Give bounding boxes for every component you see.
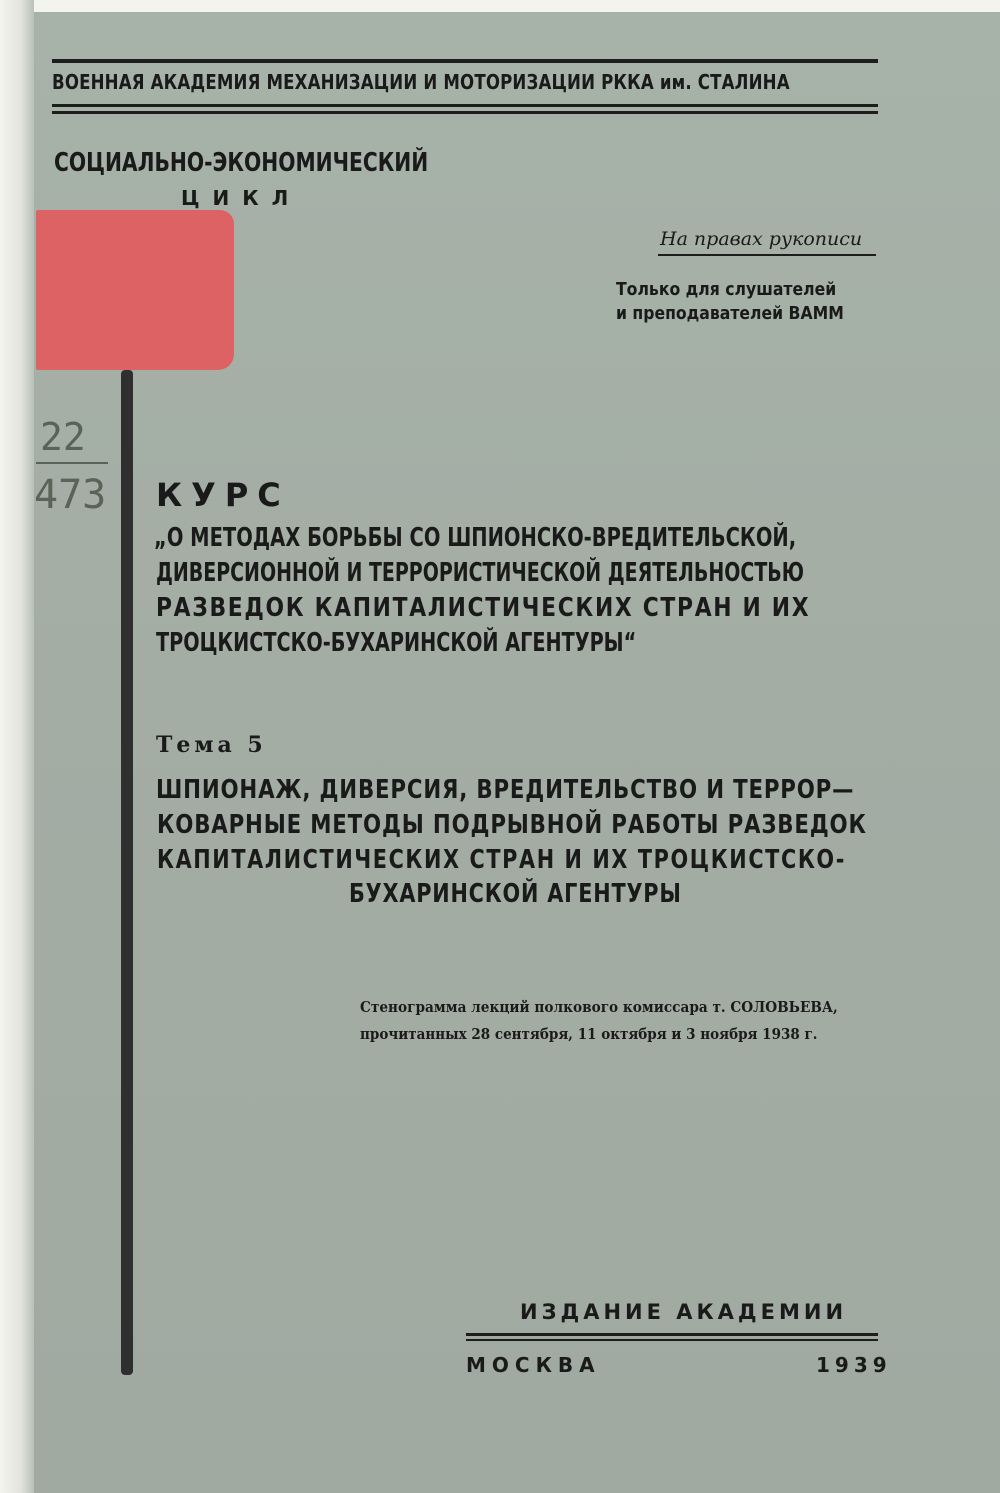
topic-title-line-1: ШПИОНАЖ, ДИВЕРСИЯ, ВРЕДИТЕЛЬСТВО И ТЕРРОР— bbox=[156, 775, 855, 805]
header-rule-mid bbox=[52, 104, 878, 107]
library-label-sticker bbox=[36, 210, 234, 370]
restriction-line-2: и преподавателей ВАММ bbox=[616, 303, 844, 324]
header-rule-bottom bbox=[52, 111, 878, 114]
cycle-subtitle: ЦИКЛ bbox=[181, 186, 302, 210]
restriction-line-1: Только для слушателей bbox=[616, 279, 837, 300]
publisher-imprint: ИЗДАНИЕ АКАДЕМИИ bbox=[520, 1300, 848, 1324]
cycle-title: СОЦИАЛЬНО-ЭКОНОМИЧЕСКИЙ bbox=[54, 148, 429, 178]
topic-title-line-3: КАПИТАЛИСТИЧЕСКИХ СТРАН И ИХ ТРОЦКИСТСКО- bbox=[157, 845, 846, 875]
handwritten-divider bbox=[36, 462, 108, 464]
academy-header: ВОЕННАЯ АКАДЕМИЯ МЕХАНИЗАЦИИ И МОТОРИЗАЦИИ РККА им. СТАЛИНА bbox=[52, 70, 790, 94]
manuscript-underline bbox=[658, 254, 876, 256]
year: 1939 bbox=[816, 1353, 892, 1377]
handwritten-shelfmark-bottom: 473 bbox=[34, 472, 107, 518]
page-edge bbox=[0, 0, 34, 1493]
city: МОСКВА bbox=[466, 1353, 601, 1377]
course-title-line-2: ДИВЕРСИОННОЙ И ТЕРРОРИСТИЧЕСКОЙ ДЕЯТЕЛЬНОСТЬЮ bbox=[156, 558, 805, 588]
topic-title-line-2: КОВАРНЫЕ МЕТОДЫ ПОДРЫВНОЙ РАБОТЫ РАЗВЕДОК bbox=[157, 810, 867, 840]
handwritten-shelfmark-top: 22 bbox=[40, 415, 86, 459]
binding-bar bbox=[121, 370, 133, 1375]
course-title-line-4: ТРОЦКИСТСКО-БУХАРИНСКОЙ АГЕНТУРЫ“ bbox=[156, 628, 637, 658]
stenogram-line-1: Стенограмма лекций полкового комиссара т. СОЛОВЬЕВА, bbox=[360, 998, 838, 1016]
imprint-rule-bottom bbox=[466, 1339, 878, 1341]
course-title-line-3: РАЗВЕДОК КАПИТАЛИСТИЧЕСКИХ СТРАН И ИХ bbox=[156, 593, 811, 623]
course-label: КУРС bbox=[156, 476, 290, 514]
stenogram-line-2: прочитанных 28 сентября, 11 октября и 3 ноября 1938 г. bbox=[360, 1025, 818, 1043]
imprint-rule-top bbox=[466, 1333, 878, 1336]
topic-title-line-4: БУХАРИНСКОЙ АГЕНТУРЫ bbox=[349, 879, 682, 909]
course-title-line-1: „О МЕТОДАХ БОРЬБЫ СО ШПИОНСКО-ВРЕДИТЕЛЬСКОЙ, bbox=[154, 523, 797, 553]
manuscript-note: На правах рукописи bbox=[660, 228, 863, 250]
header-rule-top bbox=[52, 59, 878, 63]
topic-label: Тема 5 bbox=[156, 732, 267, 758]
